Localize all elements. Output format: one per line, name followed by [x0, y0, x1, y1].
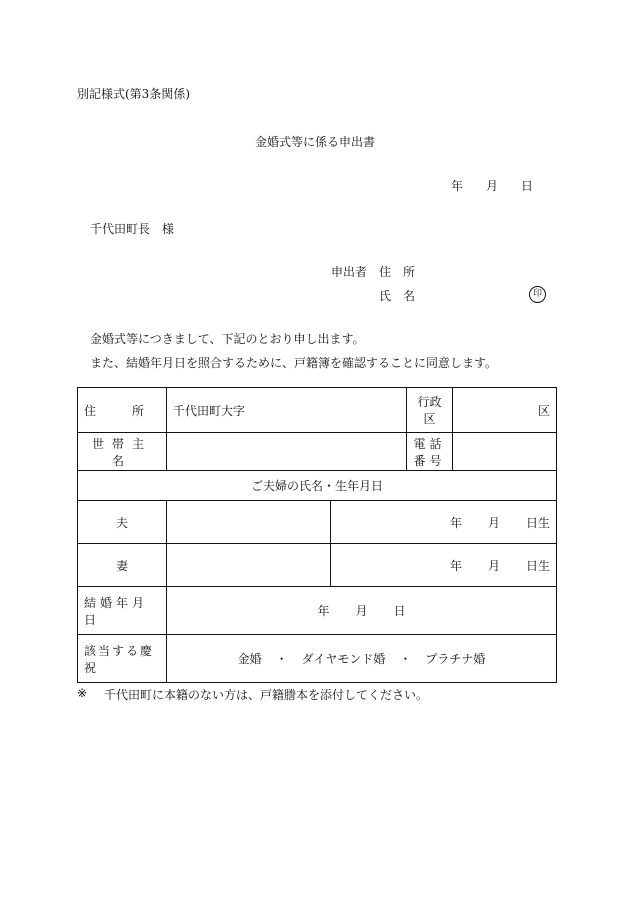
applicant-name-label: 氏 名: [379, 289, 416, 303]
wife-row: [78, 544, 557, 587]
marriage-date-label: 結婚年月日: [78, 587, 167, 635]
district-field[interactable]: [453, 388, 557, 433]
wife-birth-year: 年: [449, 558, 462, 573]
document-title: 金婚式等に係る申出書: [254, 135, 375, 149]
applicant-label: 申出者: [331, 265, 368, 279]
marriage-month: 月: [355, 604, 368, 618]
marriage-date-row: [78, 587, 557, 635]
couple-section-row: [78, 471, 557, 501]
option-golden[interactable]: 金婚: [237, 652, 262, 666]
address-row: [78, 388, 557, 433]
option-separator: ・: [275, 652, 288, 666]
celebration-options: [167, 635, 557, 683]
wife-birth-month: 月: [487, 558, 500, 573]
phone-label: 電話番号: [407, 433, 453, 471]
husband-birth-day: 日生: [526, 515, 551, 530]
option-platinum[interactable]: プラチナ婚: [425, 652, 486, 666]
marriage-day: 日: [393, 604, 406, 618]
address-field[interactable]: 千代田町大字: [167, 388, 407, 433]
date-year: 年: [451, 179, 464, 193]
phone-field[interactable]: [453, 433, 557, 471]
form-reference: 別記様式(第3条関係): [77, 87, 190, 101]
statement-1: 金婚式等につきまして、下記のとおり申し出ます。: [90, 332, 365, 346]
statement-2: また、結婚年月日を照合するために、戸籍簿を確認することに同意します。: [90, 356, 498, 370]
household-head-field[interactable]: [167, 433, 407, 471]
admin-district-label: 行政区: [407, 388, 453, 433]
husband-birthdate-field[interactable]: [331, 501, 557, 544]
application-form-table: [77, 387, 557, 683]
wife-name-field[interactable]: [167, 544, 331, 587]
household-row: [78, 433, 557, 471]
husband-birth-month: 月: [487, 515, 500, 530]
household-head-label: 世帯主名: [78, 433, 167, 471]
wife-label: 妻: [78, 544, 167, 587]
wife-birth-day: 日生: [526, 558, 551, 573]
seal-mark: 印: [529, 286, 546, 303]
celebration-label: 該当する慶祝: [78, 635, 167, 683]
footnote-mark: ※: [77, 686, 88, 700]
celebration-row: [78, 635, 557, 683]
address-label: 住 所: [78, 388, 167, 433]
district-suffix: 区: [538, 403, 551, 418]
husband-birth-year: 年: [449, 515, 462, 530]
couple-section-header: ご夫婦の氏名・生年月日: [78, 471, 557, 501]
addressee: 千代田町長 様: [90, 222, 175, 236]
footnote: 千代田町に本籍のない方は、戸籍謄本を添付してください。: [104, 688, 429, 702]
applicant-address-label: 住 所: [379, 265, 416, 279]
marriage-date-field[interactable]: [167, 587, 557, 635]
date-day: 日: [521, 179, 534, 193]
husband-row: [78, 501, 557, 544]
husband-name-field[interactable]: [167, 501, 331, 544]
option-diamond[interactable]: ダイヤモンド婚: [301, 652, 386, 666]
option-separator: ・: [399, 652, 412, 666]
date-month: 月: [486, 179, 499, 193]
husband-label: 夫: [78, 501, 167, 544]
marriage-year: 年: [317, 604, 330, 618]
wife-birthdate-field[interactable]: [331, 544, 557, 587]
